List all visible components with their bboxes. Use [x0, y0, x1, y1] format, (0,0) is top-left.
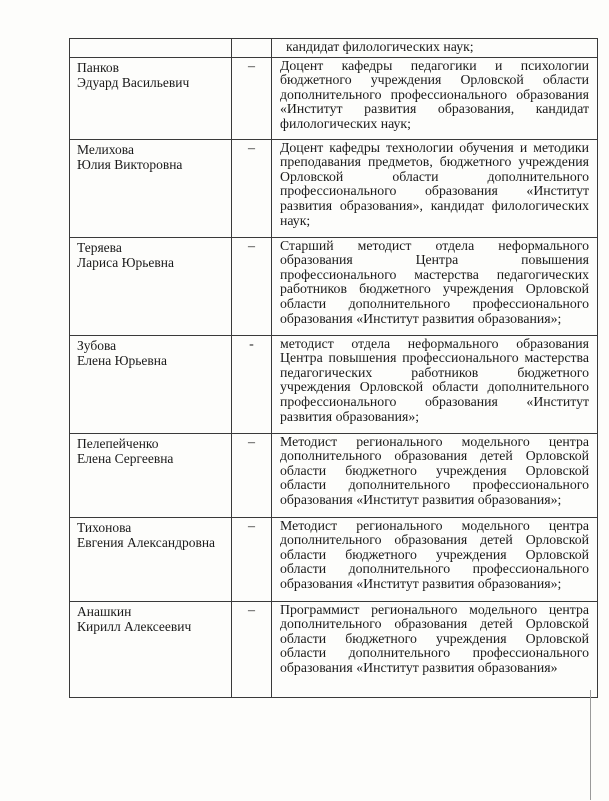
given-name-text: Лариса Юрьевна — [77, 254, 175, 270]
table-row — [70, 433, 598, 517]
name-cell — [70, 335, 232, 433]
dash-text: - — [249, 336, 254, 352]
dash-cell — [232, 335, 272, 433]
given-name-text: Евгения Александровна — [77, 534, 216, 550]
name-cell — [70, 139, 232, 237]
surname-text: Пелепейченко — [77, 435, 159, 451]
dash-text: – — [248, 140, 255, 156]
description-cell — [272, 517, 598, 601]
table-row — [70, 39, 598, 58]
dash-cell — [232, 433, 272, 517]
description-cell — [272, 601, 598, 697]
description-text: Доцент кафедры технологии обучения и методики преподавания предметов, бюджетного учреждения Орловской области дополнительного профессионального образования «Институт развития образования», кандидат филологических наук; — [280, 139, 589, 228]
dash-text: – — [248, 58, 255, 74]
dash-cell — [232, 601, 272, 697]
surname-text: Тихонова — [77, 519, 132, 535]
name-cell — [70, 433, 232, 517]
table-row — [70, 139, 598, 237]
dash-text: – — [248, 238, 255, 254]
table-row — [70, 57, 598, 139]
scan-margin-line — [590, 690, 591, 800]
given-name-text: Эдуард Васильевич — [77, 74, 190, 90]
description-text: Доцент кафедры педагогики и психологии бюджетного учреждения Орловской области дополнительного профессионального образования «Институт развития образования, кандидат филологических наук; — [280, 57, 589, 131]
given-name-text: Кирилл Алексеевич — [77, 618, 192, 634]
description-cell — [272, 139, 598, 237]
surname-text: Зубова — [77, 337, 117, 353]
description-cell — [272, 335, 598, 433]
dash-text — [232, 39, 271, 40]
description-text: методист отдела неформального образования Центра повышения профессионального мастерства педагогических работников бюджетного учреждения Орловской области дополнительного профессионального образования «Институт развития образования»; — [280, 335, 589, 424]
surname-text: Теряева — [77, 239, 122, 255]
name-cell — [70, 601, 232, 697]
name-cell — [70, 237, 232, 335]
table-row — [70, 237, 598, 335]
description-text: кандидат филологических наук; — [286, 39, 474, 54]
dash-cell — [232, 57, 272, 139]
description-text: Старший методист отдела неформального образования Центра повышения профессионального мастерства педагогических работников бюджетного учреждения Орловской области дополнительного профессионального образования «Институт развития образования»; — [280, 237, 589, 326]
description-cell — [272, 237, 598, 335]
name-cell — [70, 517, 232, 601]
description-text: Программист регионального модельного центра дополнительного образования детей Орловской области бюджетного учреждения Орловской области дополнительного профессионального образования «Институт развития образования» — [280, 601, 589, 675]
surname-text: Анашкин — [77, 603, 132, 619]
surname-text: Мелихова — [77, 141, 134, 157]
given-name-text: Елена Юрьевна — [77, 352, 167, 368]
surname-text: Панков — [77, 59, 119, 75]
table-row — [70, 601, 598, 697]
members-table — [69, 38, 598, 698]
dash-cell — [232, 139, 272, 237]
given-name-text: Юлия Викторовна — [77, 156, 183, 172]
dash-cell — [232, 237, 272, 335]
dash-cell — [232, 39, 272, 58]
table-row — [70, 335, 598, 433]
given-name-text: Елена Сергеевна — [77, 450, 174, 466]
dash-cell — [232, 517, 272, 601]
dash-text: – — [248, 602, 255, 618]
name-cell — [70, 39, 232, 58]
dash-text: – — [248, 518, 255, 534]
description-text: Методист регионального модельного центра дополнительного образования детей Орловской области бюджетного учреждения Орловской области дополнительного профессионального образования «Институт развития образования»; — [280, 517, 589, 591]
description-cell — [272, 57, 598, 139]
table-row — [70, 517, 598, 601]
description-text: Методист регионального модельного центра дополнительного образования детей Орловской области бюджетного учреждения Орловской области дополнительного профессионального образования «Институт развития образования»; — [280, 433, 589, 507]
dash-text: – — [248, 434, 255, 450]
name-cell — [70, 57, 232, 139]
description-cell — [272, 39, 598, 58]
description-cell — [272, 433, 598, 517]
